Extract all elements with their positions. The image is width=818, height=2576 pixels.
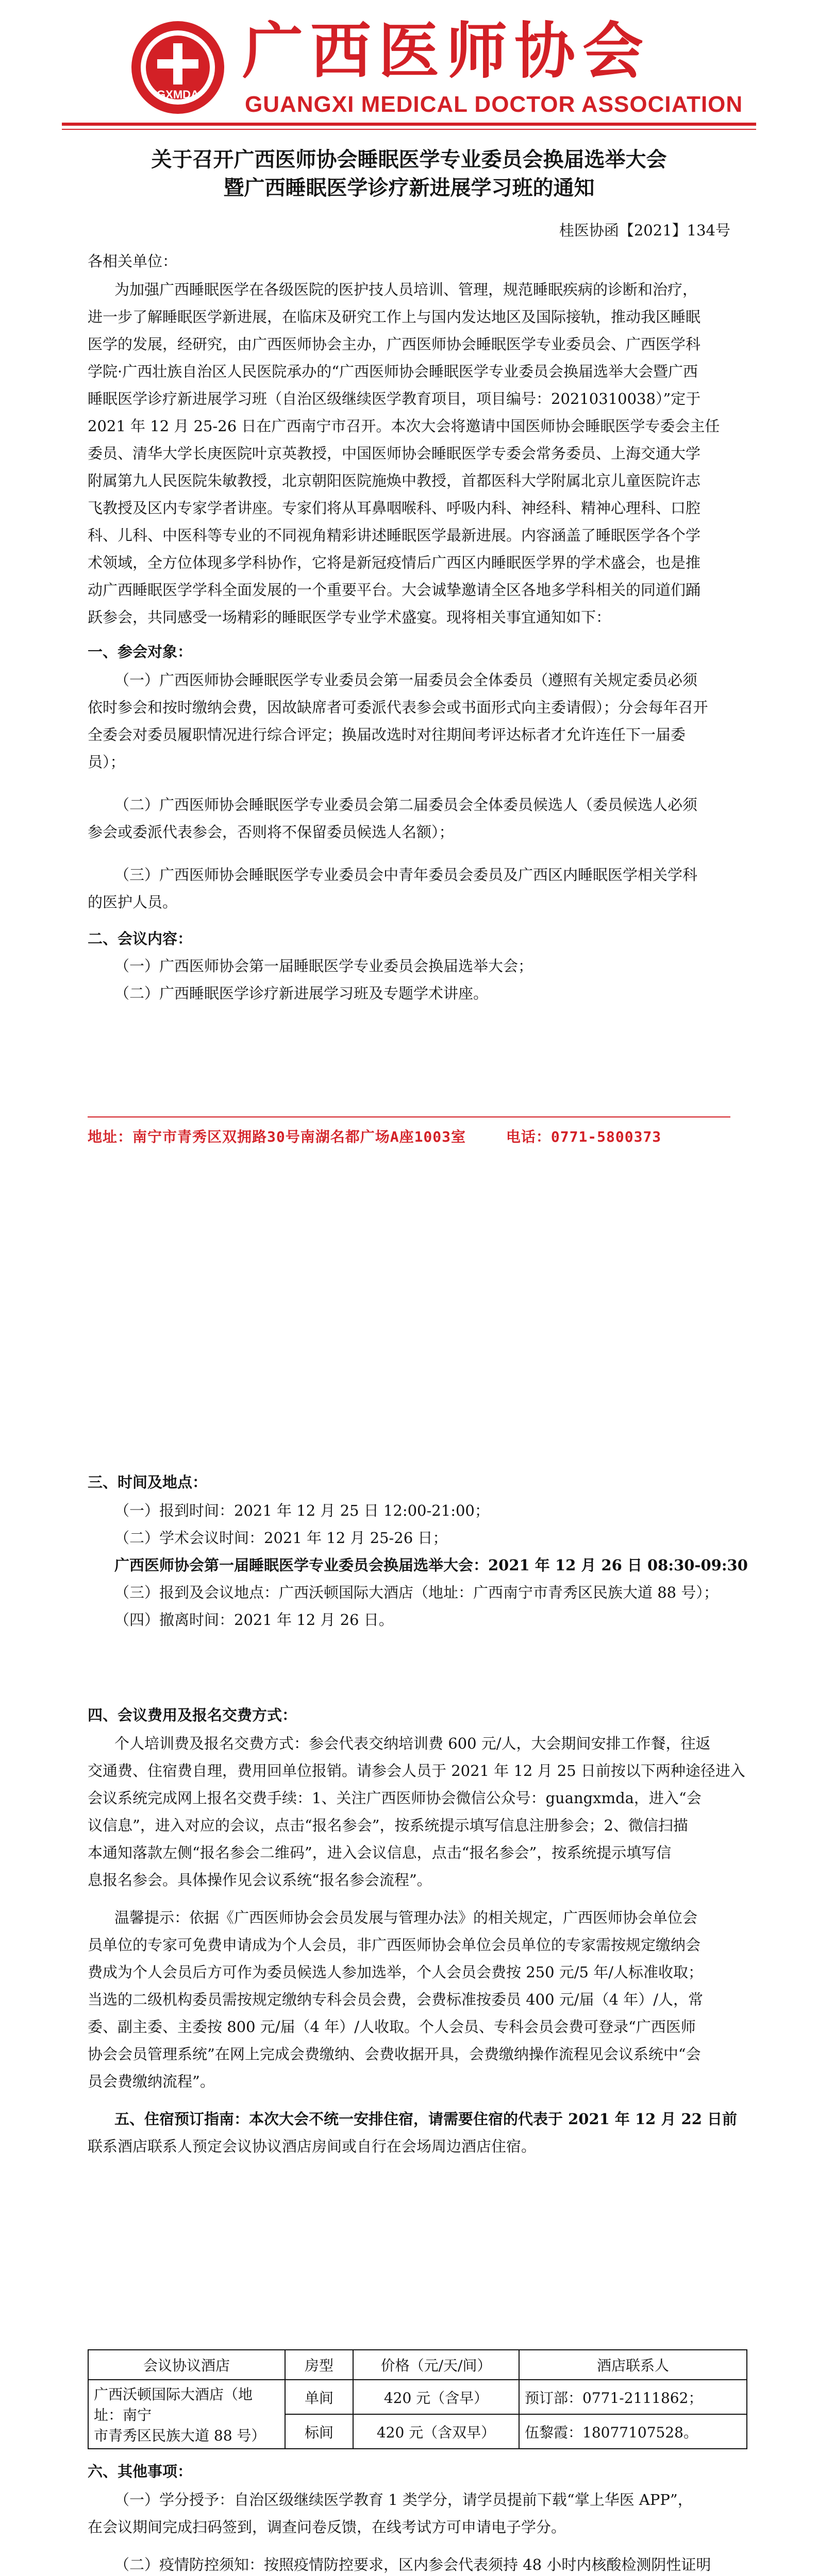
doc-number: 桂医协函【2021】134号 xyxy=(559,222,730,239)
text-line: 为加强广西睡眠医学在各级医院的医护技人员培训、管理，规范睡眠疾病的诊断和治疗， xyxy=(114,281,698,298)
text-line: 五、住宿预订指南：本次大会不统一安排住宿，请需要住宿的代表于 2021 年 12 月 22 日前 xyxy=(114,2110,738,2128)
text-line: 进一步了解睡眠医学新进展，在临床及研究工作上与国内发达地区及国际接轨，推动我区睡眠 xyxy=(88,308,701,326)
text-line: 睡眠医学诊疗新进展学习班（自治区级继续医学教育项目，项目编号：20210310038）”定于 xyxy=(88,390,701,408)
text-line: （二）疫情防控须知：按照疫情防控要求，区内参会代表须持 48 小时内核酸检测阴性证明 xyxy=(114,2556,711,2573)
text-line: 2021 年 12 月 25-26 日在广西南宁市召开。本次大会将邀请中国医师协会睡眠医学专委会主任 xyxy=(88,417,720,435)
text-line: 息报名参会。具体操作见会议系统“报名参会流程”。 xyxy=(88,1871,432,1889)
association-logo xyxy=(129,19,227,116)
text-line: （三）报到及会议地点：广西沃顿国际大酒店（地址：广西南宁市青秀区民族大道 88 号）； xyxy=(114,1584,719,1601)
text-line: 参会或委派代表参会，否则将不保留委员候选人名额）； xyxy=(88,823,454,841)
text-line: 附属第九人民医院朱敏教授，北京朝阳医院施焕中教授，首都医科大学附属北京儿童医院许志 xyxy=(88,472,701,489)
hotel-col-hotel: 会议协议酒店 xyxy=(88,2350,285,2380)
text-line: 费成为个人会员后方可作为委员候选人参加选举，个人会员会费按 250 元/5 年/人标准收取； xyxy=(88,1963,704,1981)
notice-title-line1: 关于召开广西医师协会睡眠医学专业委员会换届选举大会 xyxy=(151,147,667,172)
text-line: 温馨提示：依据《广西医师协会会员发展与管理办法》的相关规定，广西医师协会单位会 xyxy=(114,1909,698,1926)
org-name-en: GUANGXI MEDICAL DOCTOR ASSOCIATION xyxy=(245,92,743,117)
letterhead xyxy=(0,0,818,129)
text-line: 协会会员管理系统”在网上完成会费缴纳、会费收据开具，会费缴纳操作流程见会议系统中“会 xyxy=(88,2045,701,2063)
text-line: （一）学分授予：自治区级继续医学教育 1 类学分，请学员提前下载“掌上华医 APP”， xyxy=(114,2491,693,2509)
text-line: （二）学术会议时间：2021 年 12 月 25-26 日； xyxy=(114,1529,448,1547)
text-line: 员单位的专家可免费申请成为个人会员，非广西医师协会单位会员单位的专家需按规定缴纳会 xyxy=(88,1936,701,1954)
text-line: （二）广西医师协会睡眠医学专业委员会第二届委员会全体委员候选人（委员候选人必须 xyxy=(114,796,698,814)
text-line: 术领域，全方位体现多学科协作，它将是新冠疫情后广西区内睡眠医学界的学术盛会，也是推 xyxy=(88,554,701,571)
text-line: 委员、清华大学长庚医院叶京英教授，中国医师协会睡眠医学专委会常务委员、上海交通大学 xyxy=(88,445,701,462)
section1-heading: 一、参会对象： xyxy=(88,643,193,660)
text-line: （四）撤离时间：2021 年 12 月 26 日。 xyxy=(114,1611,394,1629)
notice-title-line2: 暨广西睡眠医学诊疗新进展学习班的通知 xyxy=(223,176,595,200)
text-line: （三）广西医师协会睡眠医学专业委员会中青年委员会委员及广西区内睡眠医学相关学科 xyxy=(114,866,698,884)
table-row xyxy=(88,2380,747,2414)
section4-heading: 四、会议费用及报名交费方式： xyxy=(88,1706,297,1724)
text-line: 交通费、住宿费自理，费用回单位报销。请参会人员于 2021 年 12 月 25 日前按以下两种途径进入 xyxy=(88,1762,745,1780)
svg-text:GXMDA: GXMDA xyxy=(157,88,199,101)
room-type: 单间 xyxy=(285,2380,353,2414)
greeting: 各相关单位： xyxy=(88,252,178,270)
hotel-contact: 预订部：0771-2111862； xyxy=(519,2380,747,2414)
text-line: 个人培训费及报名交费方式：参会代表交纳培训费 600 元/人，大会期间安排工作餐，往返 xyxy=(114,1735,711,1752)
section6-heading: 六、其他事项： xyxy=(88,2463,193,2480)
address-bar xyxy=(88,1119,730,1155)
hotel-contact: 伍黎霞：18077107528。 xyxy=(519,2414,747,2449)
text-line: 员会费缴纳流程”。 xyxy=(88,2073,215,2090)
text-line: 科、儿科、中医科等专业的不同视角精彩讲述睡眠医学最新进展。内容涵盖了睡眠医学各个学 xyxy=(88,527,701,544)
text-line: （一）广西医师协会睡眠医学专业委员会第一届委员会全体委员（遵照有关规定委员必须 xyxy=(114,671,698,689)
address-phone: 电话：0771-5800373 xyxy=(506,1128,662,1145)
text-line: （二）广西睡眠医学诊疗新进展学习班及专题学术讲座。 xyxy=(114,985,489,1002)
room-price: 420 元（含早） xyxy=(353,2380,519,2414)
text-line: 员）； xyxy=(88,753,125,771)
text-line: 依时参会和按时缴纳会费，因故缺席者可委派代表参会或书面形式向主委请假）；分会每年召开 xyxy=(88,699,708,716)
text-line: 医学的发展，经研究，由广西医师协会主办，广西医师协会睡眠医学专业委员会、广西医学科 xyxy=(88,335,701,353)
section3-heading: 三、时间及地点： xyxy=(88,1473,208,1491)
hotel-name: 广西沃顿国际大酒店（地址：南宁 xyxy=(94,2386,253,2424)
text-line: 的医护人员。 xyxy=(88,893,178,911)
text-line: （一）广西医师协会第一届睡眠医学专业委员会换届选举大会； xyxy=(114,957,533,975)
text-line: 飞教授及区内专家学者讲座。专家们将从耳鼻咽喉科、呼吸内科、神经科、精神心理科、口腔 xyxy=(88,499,701,517)
hotel-table-header xyxy=(88,2350,747,2380)
text-line: 广西医师协会第一届睡眠医学专业委员会换届选举大会：2021 年 12 月 26 日 08:30-09:30 xyxy=(114,1556,748,1574)
address-text: 地址：南宁市青秀区双拥路30号南湖名都广场A座1003室 xyxy=(88,1128,466,1145)
header-rule-thin xyxy=(62,129,756,130)
text-line: 当选的二级机构委员需按规定缴纳专科会员会费，会费标准按委员 400 元/届（4 年）/人，常 xyxy=(88,1991,704,2008)
hotel-col-contact: 酒店联系人 xyxy=(519,2350,747,2380)
hotel-table xyxy=(88,2349,747,2449)
hotel-address: 市青秀区民族大道 88 号） xyxy=(94,2427,266,2444)
text-line: （一）报到时间：2021 年 12 月 25 日 12:00-21:00； xyxy=(114,1502,490,1519)
address-divider xyxy=(88,1116,730,1117)
text-line: 会议系统完成网上报名交费手续：1、关注广西医师协会微信公众号：guangxmda，进入“会 xyxy=(88,1789,702,1807)
section2-heading: 二、会议内容： xyxy=(88,930,193,947)
hotel-col-price: 价格（元/天/间） xyxy=(353,2350,519,2380)
text-line: 动广西睡眠医学学科全面发展的一个重要平台。大会诚挚邀请全区各地多学科相关的同道们踊 xyxy=(88,581,701,599)
text-line: 在会议期间完成扫码签到，调查问卷反馈，在线考试方可申请电子学分。 xyxy=(88,2518,566,2536)
text-line: 委、副主委、主委按 800 元/届（4 年）/人收取。个人会员、专科会员会费可登录“广西医师 xyxy=(88,2018,696,2036)
hotel-col-room: 房型 xyxy=(285,2350,353,2380)
room-type: 标间 xyxy=(285,2414,353,2449)
hotel-name-cell xyxy=(88,2380,285,2449)
text-line: 全委会对委员履职情况进行综合评定；换届改选时对往期间考评达标者才允许连任下一届委 xyxy=(88,726,686,743)
text-line: 议信息”，进入对应的会议，点击“报名参会”，按系统提示填写信息注册参会；2、微信扫描 xyxy=(88,1817,688,1834)
text-line: 本通知落款左侧“报名参会二维码”，进入会议信息，点击“报名参会”，按系统提示填写信 xyxy=(88,1844,672,1861)
text-line: 跃参会，共同感受一场精彩的睡眠医学专业学术盛宴。现将相关事宜通知如下： xyxy=(88,608,611,626)
header-rule xyxy=(62,123,756,126)
room-price: 420 元（含双早） xyxy=(353,2414,519,2449)
text-line: 联系酒店联系人预定会议协议酒店房间或自行在会场周边酒店住宿。 xyxy=(88,2138,537,2155)
org-name-cn: 广西医师协会 xyxy=(242,15,651,87)
text-line: 学院·广西壮族自治区人民医院承办的“广西医师协会睡眠医学专业委员会换届选举大会暨广西 xyxy=(88,363,698,380)
